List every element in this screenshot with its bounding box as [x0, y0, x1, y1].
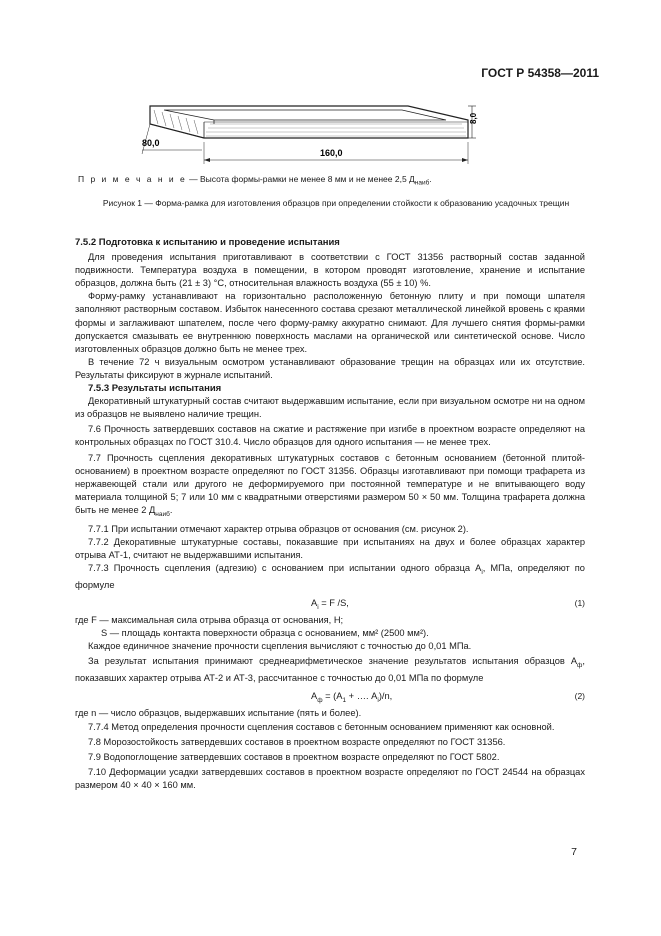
- formula-2-number: (2): [574, 691, 585, 702]
- result-subscript: ф: [577, 662, 583, 670]
- f2-sub3: i: [377, 697, 379, 705]
- paragraph-7-9: 7.9 Водопоглощение затвердевших составов в проектном возрасте определяют по ГОСТ 5802.: [88, 751, 500, 762]
- result-text: За результат испытания принимают среднеарифметическое значение результатов испытания образцов А: [88, 656, 578, 667]
- dim-length-label: 160,0: [320, 148, 343, 158]
- main-text: [75, 236, 585, 792]
- paragraph: В течение 72 ч визуальным осмотром устанавливают образование трещин на образцах или их отсутствие. Результаты фиксируют в журнале испытаний.: [75, 356, 585, 380]
- formula-1-expression: [311, 594, 349, 617]
- p773-text: 7.7.3 Прочность сцепления (адгезию) с основанием при испытании одного образца А: [88, 563, 482, 574]
- section-heading-7-5-3: 7.5.3 Результаты испытания: [88, 383, 222, 395]
- where-line-n: где n — число образцов, выдержавших испытание (пять и более).: [75, 708, 362, 719]
- where-line-2: S — площадь контакта поверхности образца с основанием, мм² (2500 мм²).: [101, 628, 429, 639]
- paragraph: Для проведения испытания приготавливают в соответствии с ГОСТ 31356 растворный состав заданной подвижности. Температура воздуха в помещении, в котором проводят изготовление, хранение и испытание образцов, должна быть (21 ± 3) °С, относительная влажность воздуха (55 ± 10) %.: [75, 252, 585, 289]
- p773-end: , МПа, определяют по формуле: [75, 563, 585, 591]
- formula-2: [75, 687, 585, 705]
- f1-sub: i: [317, 604, 319, 612]
- result-end: , показавших характер отрыва АТ-2 и АТ-3, рассчитанное с точностью до 0,01 МПа по формуле: [75, 656, 585, 684]
- f2-end: )/n,: [378, 691, 393, 702]
- formula-1-number: (1): [574, 598, 585, 609]
- where-line-1: где F — максимальная сила отрыва образца от основания, Н;: [75, 615, 344, 626]
- paragraph-each: Каждое единичное значение прочности сцепления вычисляют с точностью до 0,01 МПа.: [88, 641, 472, 652]
- figure-note: [78, 174, 432, 187]
- formula-2-expression: [311, 687, 392, 710]
- formula-1: [75, 594, 585, 612]
- paragraph-7-8: 7.8 Морозостойкость затвердевших составов в проектном возрасте определяют по ГОСТ 31356.: [88, 736, 506, 747]
- page-number: 7: [571, 846, 577, 858]
- f2-sub2: 1: [342, 697, 347, 705]
- f2-mid: + …. А: [346, 691, 378, 702]
- figure-caption: Рисунок 1 — Форма-рамка для изготовления образцов при определении стойкости к образованию усадочных трещин: [102, 198, 570, 208]
- f2-rhs: = (А: [322, 691, 343, 702]
- paragraph-7-7-1: 7.7.1 При испытании отмечают характер отрыва образцов от основания (см. рисунок 2).: [88, 523, 469, 534]
- paragraph-7-10: 7.10 Деформации усадки затвердевших составов в проектном возрасте определяют по ГОСТ 24544 на образцах размером 40 × 40 × 160 мм.: [75, 766, 585, 790]
- p77-subscript: наиб: [155, 510, 170, 518]
- dim-width-label: 80,0: [142, 138, 160, 148]
- paragraph-7-7: [75, 452, 585, 521]
- paragraph-7-7-4: 7.7.4 Метод определения прочности сцепления составов с бетонным основанием применяют как основной.: [88, 721, 555, 732]
- f1-lhs: А: [311, 598, 318, 609]
- paragraph-7-7-2: 7.7.2 Декоративные штукатурные составы, показавшие при испытаниях на двух и более образцах характер отрыва АТ-1, считают не выдержавшими испытания.: [75, 536, 585, 561]
- f1-rhs: = F /S,: [318, 598, 349, 609]
- paragraph-result: [75, 655, 585, 685]
- f2-lhs: А: [311, 691, 318, 702]
- dim-height-label: 8,0: [469, 112, 478, 124]
- note-text: — Высота формы-рамки не менее 8 мм и не менее 2,5 Д: [186, 174, 415, 184]
- section-heading-7-5-2: 7.5.2 Подготовка к испытанию и проведение испытания: [75, 237, 340, 248]
- figure-frame-drawing: [140, 98, 480, 175]
- p77-text: 7.7 Прочность сцепления декоративных штукатурных составов с бетонным основанием (бетонной плитой-основанием) в проектном возрасте определяют по ГОСТ 31356. Образцы изготавливают при помощи трафарета из нержавеющей стали или другого не деформируемого при постоянной температуре и не впитывающего воду материала толщиной 5; 7 или 10 мм с квадратными отверстиями размером 50 × 50 мм. Толщина трафарета должна быть не менее 2 Д: [75, 452, 585, 515]
- f2-sub: ф: [317, 697, 323, 705]
- document-header: ГОСТ Р 54358—2011: [481, 66, 599, 80]
- note-subscript: наиб: [414, 179, 430, 187]
- p77-end: .: [169, 504, 173, 515]
- frame-mold-diagram: [140, 98, 480, 170]
- paragraph: Декоративный штукатурный состав считают выдержавшим испытание, если при визуальном осмотре ни на одном из образцов не выявлено наличие трещин.: [75, 396, 585, 420]
- paragraph-7-7-3: [75, 562, 585, 592]
- paragraph-7-6: 7.6 Прочность затвердевших составов на сжатие и растяжение при изгибе в проектном возрасте определяют на контрольных образцах по ГОСТ 310.4. Число образцов для одного испытания — не менее трех.: [75, 424, 585, 448]
- note-label: П р и м е ч а н и е: [78, 174, 187, 184]
- paragraph: Форму-рамку устанавливают на горизонтально расположенную бетонную плиту и при помощи шпателя заполняют растворным составом. Избыток нанесенного состава срезают металлической линейкой вровень с краями формы и заглаживают шпателем, после чего форму-рамку аккуратно снимают. Для лучшего снятия формы-рамки допускается смазывать ее внутреннюю поверхность маслами на органической или синтетической основе. Число изготовленных образцов должно быть не менее трех.: [75, 291, 585, 354]
- note-end: .: [429, 174, 432, 184]
- p773-subscript: i: [481, 568, 483, 576]
